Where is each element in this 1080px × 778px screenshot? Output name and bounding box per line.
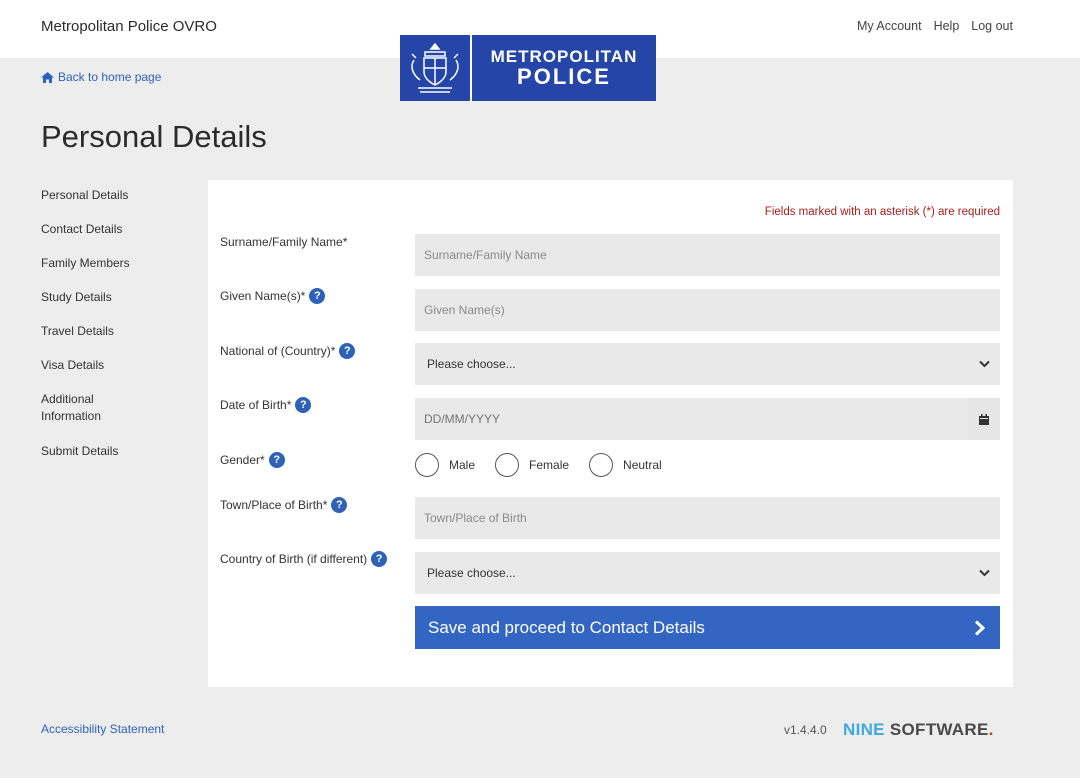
chevron-down-icon	[979, 569, 990, 577]
surname-label	[220, 235, 347, 249]
brand-dot: .	[988, 720, 994, 739]
sidebar-item-submit-details[interactable]: Submit Details	[41, 444, 119, 458]
sidebar-item-additional-information[interactable]: Additional Information	[41, 392, 102, 423]
brand-nine: NINE	[843, 720, 885, 739]
radio-circle[interactable]	[495, 453, 519, 477]
sidebar-item-travel-details[interactable]: Travel Details	[41, 324, 114, 338]
help-icon[interactable]: ?	[295, 397, 311, 413]
nationality-label-text: National of (Country)*	[220, 344, 336, 358]
nine-software-logo	[843, 720, 994, 740]
gender-option-male[interactable]	[415, 453, 475, 477]
chevron-right-icon	[974, 620, 986, 636]
gender-radio-group	[415, 453, 682, 477]
back-to-home-link[interactable]	[41, 70, 161, 84]
radio-circle[interactable]	[589, 453, 613, 477]
calendar-icon	[979, 414, 989, 425]
dob-input[interactable]	[415, 398, 915, 440]
dob-label-text: Date of Birth*	[220, 398, 292, 412]
gender-option-female[interactable]	[495, 453, 569, 477]
radio-circle[interactable]	[415, 453, 439, 477]
brand-software: SOFTWARE	[889, 720, 989, 739]
nationality-label	[220, 343, 355, 359]
birth-town-label	[220, 497, 347, 513]
birth-town-label-text: Town/Place of Birth*	[220, 498, 328, 512]
birth-country-select[interactable]	[415, 552, 1000, 594]
sidebar-item-personal-details[interactable]: Personal Details	[41, 188, 129, 202]
sidebar-item-visa-details[interactable]: Visa Details	[41, 358, 105, 372]
gender-label-text: Gender*	[220, 453, 265, 467]
birth-country-label-text: Country of Birth (if different)	[220, 552, 368, 566]
save-and-proceed-label: Save and proceed to Contact Details	[428, 617, 705, 637]
birth-country-select-value: Please choose...	[427, 566, 516, 580]
form-panel	[208, 180, 1013, 687]
gender-option-label: Neutral	[623, 458, 662, 472]
gender-option-label: Female	[529, 458, 570, 472]
help-icon[interactable]: ?	[339, 343, 355, 359]
dob-field	[415, 398, 1000, 440]
logo-line-2: POLICE	[517, 64, 611, 90]
gender-option-label: Male	[449, 458, 476, 472]
save-and-proceed-button[interactable]	[415, 606, 1000, 649]
birth-country-label	[220, 551, 387, 567]
chevron-down-icon	[979, 360, 990, 368]
page-title: Personal Details	[41, 119, 267, 154]
gender-label	[220, 452, 285, 468]
crest-icon	[400, 35, 472, 101]
nationality-select-value: Please choose...	[427, 357, 516, 371]
logo-line-1: METROPOLITAN	[490, 46, 638, 66]
surname-label-text: Surname/Family Name*	[220, 235, 348, 249]
help-icon[interactable]: ?	[309, 288, 325, 304]
gender-option-neutral[interactable]	[589, 453, 662, 477]
version-label: v1.4.4.0	[784, 723, 827, 737]
help-icon[interactable]: ?	[269, 452, 285, 468]
sidebar-item-contact-details[interactable]: Contact Details	[41, 222, 123, 236]
given-names-input[interactable]	[415, 289, 1000, 331]
help-icon[interactable]: ?	[371, 551, 387, 567]
given-names-label	[220, 288, 325, 304]
log-out-link[interactable]: Log out	[971, 19, 1013, 33]
help-link[interactable]: Help	[933, 19, 960, 33]
required-fields-note: Fields marked with an asterisk (*) are required	[764, 206, 1000, 218]
given-names-label-text: Given Name(s)*	[220, 289, 306, 303]
nationality-select[interactable]	[415, 343, 1000, 385]
sidebar-item-family-members[interactable]: Family Members	[41, 256, 130, 270]
sidebar-item-study-details[interactable]: Study Details	[41, 290, 112, 304]
top-nav	[857, 19, 1013, 33]
surname-input[interactable]	[415, 234, 1000, 276]
metropolitan-police-logo	[400, 35, 656, 101]
app-title: Metropolitan Police OVRO	[41, 18, 217, 35]
back-link-label: Back to home page	[58, 70, 162, 84]
my-account-link[interactable]: My Account	[856, 19, 922, 33]
logo-text	[472, 48, 656, 89]
help-icon[interactable]: ?	[331, 497, 347, 513]
accessibility-statement-link[interactable]: Accessibility Statement	[41, 722, 165, 736]
birth-town-input[interactable]	[415, 497, 1000, 539]
home-icon	[41, 72, 54, 83]
dob-label	[220, 397, 311, 413]
calendar-button[interactable]	[968, 398, 1000, 440]
sidebar-nav	[41, 186, 191, 476]
